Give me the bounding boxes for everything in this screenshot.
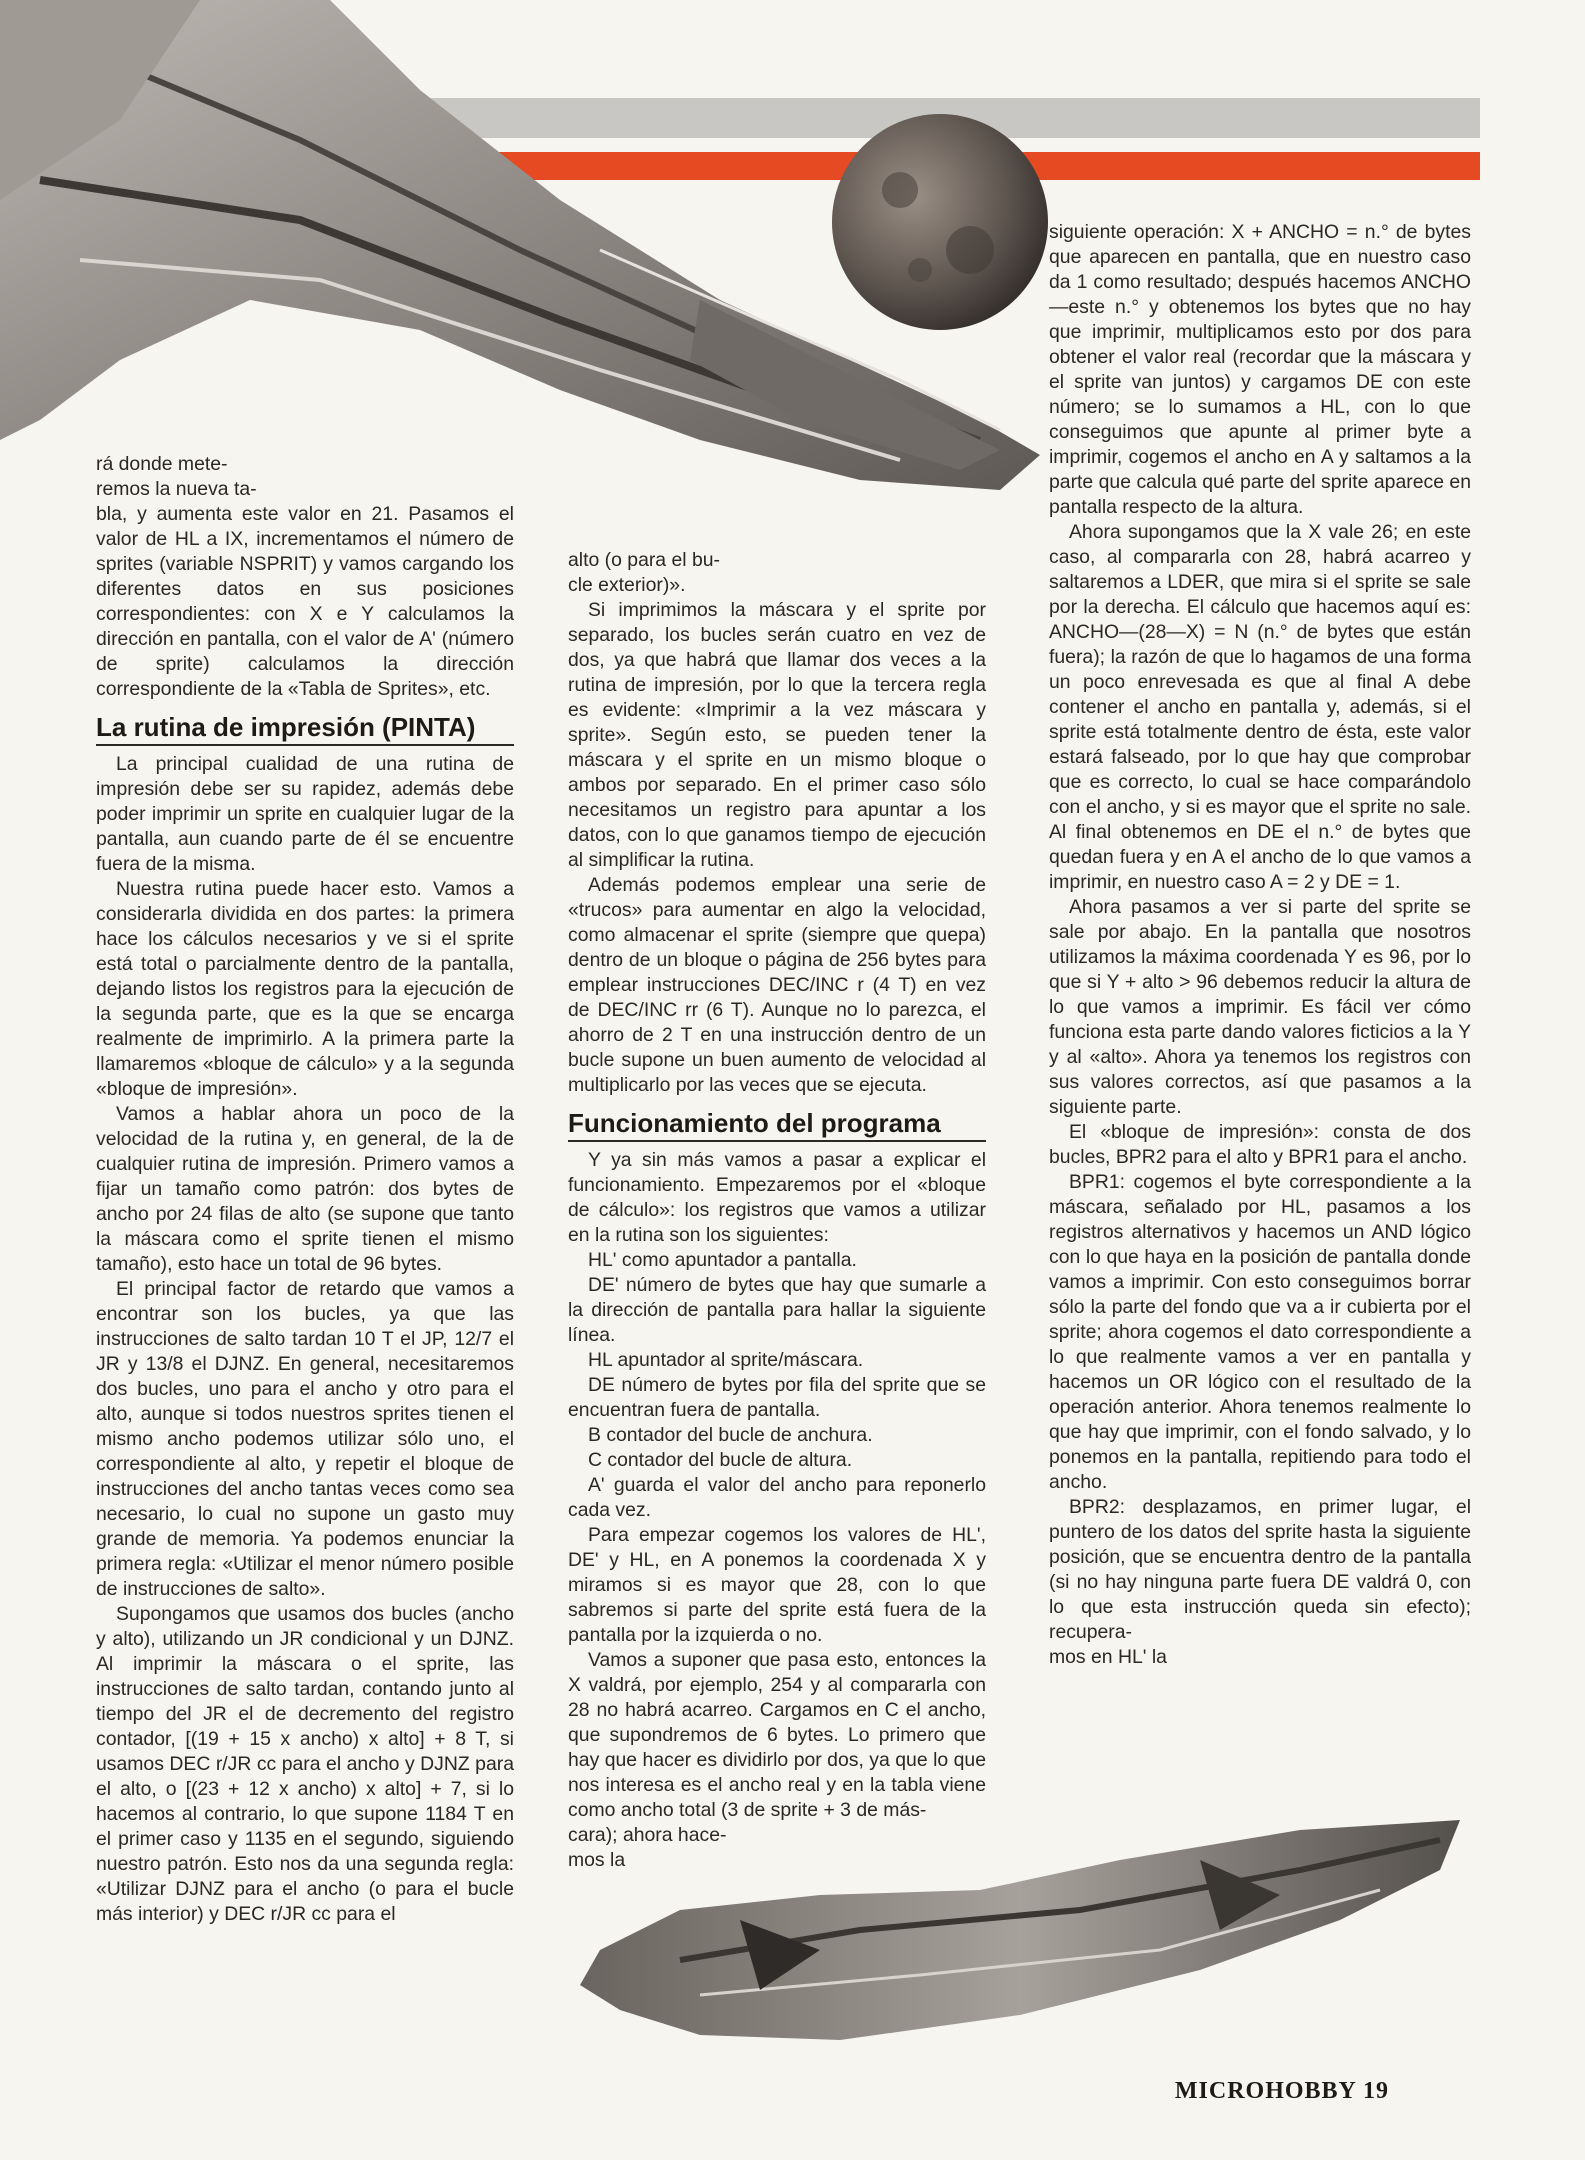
section-heading-pinta: La rutina de impresión (PINTA) <box>96 710 514 746</box>
middle-paragraph-11: A' guarda el valor del ancho para reponerlo cada vez. <box>568 1474 986 1521</box>
page-footer <box>1175 2078 1389 2105</box>
right-paragraph-6: BPR2: desplazamos, en primer lugar, el puntero de los datos del sprite hasta la siguiente posición, que se encuentra dentro de la pantalla (si no hay ninguna parte fuera DE valdrá 0, con lo que esta instrucción queda sin efecto); recupera- mos en HL' la <box>1049 1496 1471 1668</box>
right-paragraph-3: Ahora pasamos a ver si parte del sprite se sale por abajo. En la pantalla que nosotros utilizamos la máxima coordenada Y es 96, por lo que si Y + alto > 96 debemos reducir la altura de lo que vamos a imprimir. Es fácil ver cómo funciona esta parte dando valores ficticios a la Y y al «alto». Ahora ya tenemos los registros con sus valores correctos, así que pasamos a la siguiente parte. <box>1049 896 1471 1118</box>
middle-paragraph-13: Vamos a suponer que pasa esto, entonces la X valdrá, por ejemplo, 254 y al compararla con 28 no habrá acarreo. Cargamos en C el ancho, que supondremos de 6 bytes. Lo primero que hay que hacer es dividirlo por dos, ya que lo que nos interesa es el ancho real y en la tabla viene como ancho total (3 de sprite + 3 de más- <box>568 1649 986 1821</box>
page-number: 19 <box>1363 2078 1389 2104</box>
middle-paragraph-4: Y ya sin más vamos a pasar a explicar el funcionamiento. Empezaremos por el «bloque de cálculo»: los registros que vamos a utilizar en la rutina son los siguientes: <box>568 1149 986 1246</box>
left-paragraph-2: La principal cualidad de una rutina de impresión debe ser su rapidez, además debe poder imprimir un sprite en cualquier lugar de la pantalla, aun cuando parte de él se encuentre fuera de la misma. <box>96 753 514 875</box>
middle-paragraph-12: Para empezar cogemos los valores de HL', DE' y HL, en A ponemos la coordenada X y miramos si es mayor que 28, con lo que sabremos si parte del sprite está fuera de la pantalla por la izquierda o no. <box>568 1524 986 1646</box>
planet-illustration <box>820 110 1060 340</box>
middle-paragraph-8: DE número de bytes por fila del sprite que se encuentran fuera de pantalla. <box>568 1374 986 1421</box>
middle-paragraph-7: HL apuntador al sprite/máscara. <box>588 1349 864 1371</box>
middle-paragraph-3: Además podemos emplear una serie de «trucos» para aumentar en algo la velocidad, como almacenar el sprite (siempre que quepa) dentro de un bloque o página de 256 bytes para emplear instrucciones DEC/INC r (4 T) en vez de DEC/INC rr (6 T). Aunque no lo parezca, el ahorro de 2 T en una instrucción dentro de un bucle supone un buen aumento de velocidad al multiplicarlo por las veces que se ejecuta. <box>568 874 986 1096</box>
middle-paragraph-2: Si imprimimos la máscara y el sprite por separado, los bucles serán cuatro en vez de dos, ya que habrá que llamar dos veces a la rutina de impresión, por lo que la tercera regla es evidente: «Imprimir a la vez máscara y sprite». Según esto, se pueden tener la máscara y el sprite en un mismo bloque o ambos por separado. En el primer caso sólo necesitamos un registro para apuntar a los datos, con lo que ganamos tiempo de ejecución al simplificar la rutina. <box>568 599 986 871</box>
left-paragraph-1: rá donde mete- remos la nueva ta- bla, y aumenta este valor en 21. Pasamos el valor de HL a IX, incrementamos el número de sprites (variable NSPRIT) y vamos cargando los diferentes datos en sus posiciones correspondientes: con X e Y calculamos la dirección en pantalla, con el valor de A' (número de sprite) calculamos la dirección correspondiente de la «Tabla de Sprites», etc. <box>96 453 514 700</box>
left-paragraph-3: Nuestra rutina puede hacer esto. Vamos a considerarla dividida en dos partes: la primera hace los cálculos necesarios y ve si el sprite está total o parcialmente dentro de la pantalla, dejando listos los registros para la ejecución de la segunda parte, que es la que se encarga realmente de imprimirlo. A la primera parte la llamaremos «bloque de cálculo» y a la segunda «bloque de impresión». <box>96 878 514 1100</box>
middle-paragraph-1: alto (o para el bu- cle exterior)». <box>568 549 720 596</box>
left-paragraph-4: Vamos a hablar ahora un poco de la velocidad de la rutina y, en general, de la de cualquier rutina de impresión. Primero vamos a fijar un tamaño como patrón: dos bytes de ancho por 24 filas de alto (se supone que tanto la máscara como el sprite tienen el mismo tamaño), esto hace un total de 96 bytes. <box>96 1103 514 1275</box>
middle-paragraph-10: C contador del bucle de altura. <box>588 1449 853 1471</box>
magazine-name: MICROHOBBY <box>1174 2078 1356 2104</box>
left-text-column <box>96 452 514 1927</box>
middle-paragraph-5: HL' como apuntador a pantalla. <box>588 1249 857 1271</box>
right-paragraph-4: El «bloque de impresión»: consta de dos bucles, BPR2 para el alto y BPR1 para el ancho. <box>1049 1121 1471 1168</box>
right-text-column <box>1049 220 1471 1670</box>
middle-text-column <box>568 548 986 1873</box>
middle-paragraph-9: B contador del bucle de anchura. <box>588 1424 873 1446</box>
left-paragraph-6: Supongamos que usamos dos bucles (ancho y alto), utilizando un JR condicional y un DJNZ. Al imprimir la máscara o el sprite, las instrucciones de salto tardan, contando junto al tiempo del JR el de decremento del registro contador, [(19 + 15 x ancho) x alto] + 8 T, si usamos DEC r/JR cc para el ancho y DJNZ para el alto, o [(23 + 12 x ancho) x alto] + 7, si lo hacemos al contrario, lo que supone 1184 T en el primer caso y 1135 en el segundo, siguiendo nuestro patrón. Esto nos da una segunda regla: «Utilizar DJNZ para el ancho (o para el bucle más interior) y DEC r/JR cc para el <box>96 1603 514 1925</box>
middle-paragraph-6: DE' número de bytes que hay que sumarle a la dirección de pantalla para hallar la siguiente línea. <box>568 1274 986 1346</box>
right-paragraph-5: BPR1: cogemos el byte correspondiente a la máscara, señalado por HL, pasamos a los registros alternativos y hacemos un AND lógico con lo que haya en la posición de pantalla donde vamos a imprimir. Con esto conseguimos borrar sólo la parte del fondo que va a ir cubierta por el sprite; ahora cogemos el dato correspondiente a lo que realmente vamos a ver en pantalla y hacemos un OR lógico con el resultado de la operación anterior. Ahora tenemos realmente lo que hay que imprimir, con el fondo salvado, y lo ponemos en la pantalla, repitiendo para todo el ancho. <box>1049 1171 1471 1493</box>
right-paragraph-2: Ahora supongamos que la X vale 26; en este caso, al compararla con 28, habrá acarreo y saltaremos a LDER, que mira si el sprite se sale por la derecha. El cálculo que hacemos aquí es: ANCHO—(28—X) = N (n.° de bytes que están fuera); la razón de que lo hagamos de una forma un poco enrevesada es que al final A debe contener el ancho en pantalla y, además, si el sprite está totalmente dentro de ésta, este valor estará falseado, por lo que hay que comprobar que es correcto, lo cual se hace comparándolo con el ancho, y si es mayor que el sprite no sale. Al final obtenemos en DE el n.° de bytes que quedan fuera y en A el ancho de lo que vamos a imprimir, en nuestro caso A = 2 y DE = 1. <box>1049 521 1471 893</box>
right-paragraph-1: siguiente operación: X + ANCHO = n.° de bytes que aparecen en pantalla, que en nuestro caso da 1 como resultado; después hacemos ANCHO—este n.° y obtenemos los bytes que no hay que imprimir, multiplicamos esto por dos para obtener el valor real (recordar que la máscara y el sprite van juntos) y cargamos DE con este número; se lo sumamos a HL, con lo que conseguimos que apunte al primer byte a imprimir, cogemos el ancho en A y saltamos a la parte que calcula qué parte del sprite aparece en pantalla respecto de la altura. <box>1049 221 1471 518</box>
left-paragraph-5: El principal factor de retardo que vamos a encontrar son los bucles, ya que las instrucciones de salto tardan 10 T el JP, 12/7 el JR y 13/8 el DJNZ. En general, necesitaremos dos bucles, uno para el ancho y otro para el alto, aunque si todos nuestros sprites tienen el mismo ancho podemos utilizar sólo uno, el correspondiente al alto, y repetir el bloque de instrucciones del ancho tantas veces como sea necesario, lo cual no supone un gasto muy grande de memoria. Ya podemos enunciar la primera regla: «Utilizar el menor número posible de instrucciones de salto». <box>96 1278 514 1600</box>
middle-paragraph-14: cara); ahora hace- mos la <box>568 1824 727 1871</box>
section-heading-funcionamiento: Funcionamiento del programa <box>568 1106 986 1142</box>
